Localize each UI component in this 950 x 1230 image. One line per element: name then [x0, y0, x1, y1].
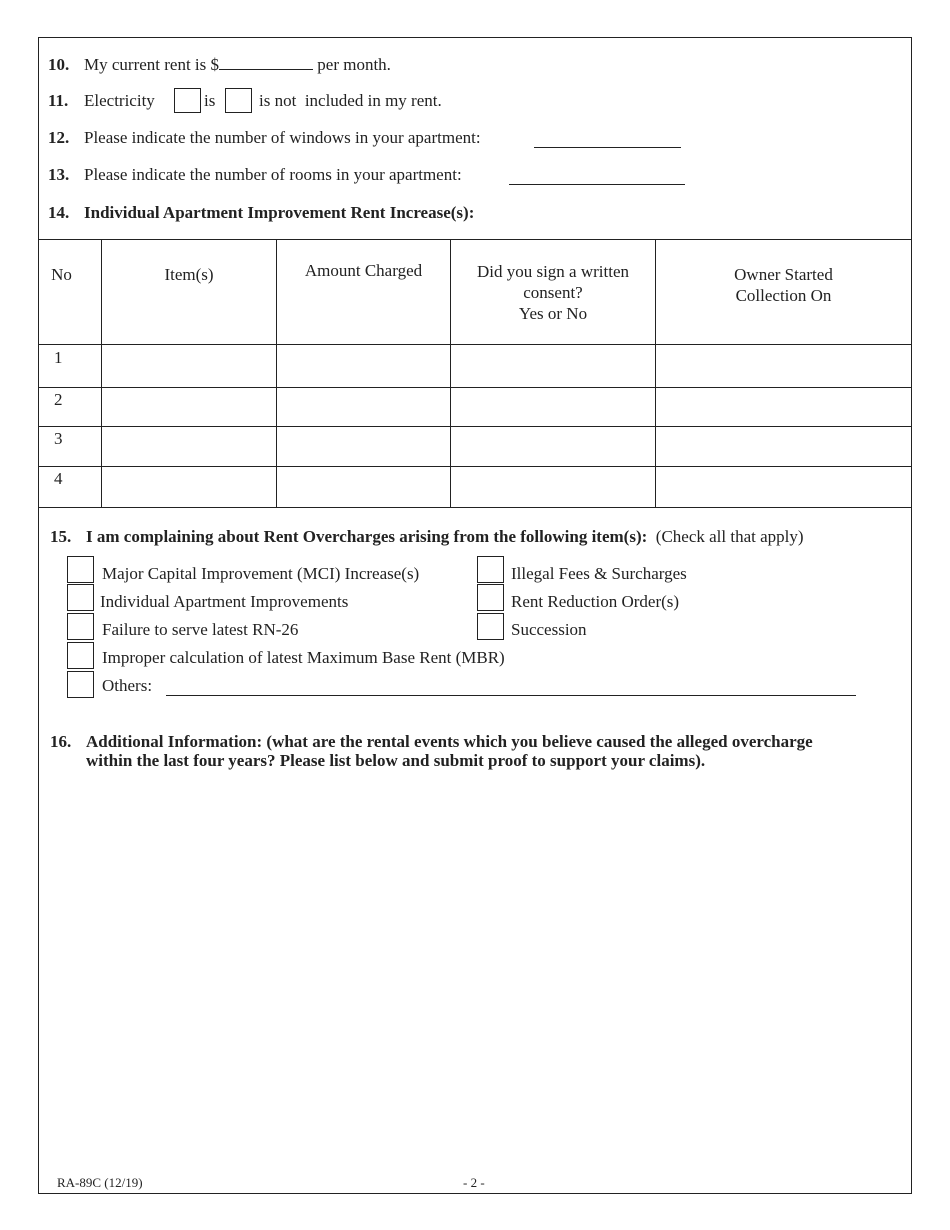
mbr-label: Improper calculation of latest Maximum Base Rent (MBR) — [102, 648, 505, 667]
question-11-tail — [259, 91, 442, 111]
iai-checkbox[interactable] — [67, 584, 94, 611]
fees-checkbox[interactable] — [477, 556, 504, 583]
header-collection-start: Owner Started Collection On — [734, 265, 833, 305]
rro-label: Rent Reduction Order(s) — [511, 592, 680, 611]
mci-checkbox[interactable] — [67, 556, 94, 583]
rooms-count-field[interactable] — [509, 169, 685, 185]
table-row-border — [39, 387, 911, 388]
electricity-is-not-label: is not — [259, 91, 297, 110]
question-12-number: 12. — [48, 128, 70, 147]
mci-label: Major Capital Improvement (MCI) Increase(s) — [102, 564, 420, 583]
question-11 — [48, 91, 155, 111]
header-written-consent: Did you sign a written consent? Yes or No — [476, 262, 630, 323]
question-13-text: Please indicate the number of rooms in your apartment: — [84, 165, 462, 184]
rro-checkbox[interactable] — [477, 584, 504, 611]
question-16-line-1: Additional Information: (what are the rental events which you believe caused the alleged overcharge — [86, 732, 813, 751]
question-16 — [50, 732, 813, 770]
header-items: Item(s) — [164, 265, 214, 284]
succession-checkbox[interactable] — [477, 613, 504, 640]
question-16-line-2: within the last four years? Please list below and submit proof to support your claims). — [86, 751, 706, 770]
question-10 — [48, 54, 391, 75]
others-label: Others: — [102, 676, 153, 695]
form-id: RA-89C (12/19) — [57, 1175, 143, 1190]
question-15 — [50, 527, 804, 547]
question-11-label: Electricity — [84, 91, 155, 110]
question-14-title: Individual Apartment Improvement Rent Increase(s): — [84, 203, 475, 222]
question-10-suffix: per month. — [317, 55, 391, 74]
header-no: No — [51, 265, 72, 284]
succession-label: Succession — [511, 620, 587, 639]
question-10-number: 10. — [48, 55, 70, 74]
question-13-number: 13. — [48, 165, 70, 184]
question-10-prefix: My current rent is $ — [84, 55, 220, 74]
rn26-checkbox[interactable] — [67, 613, 94, 640]
electricity-is-checkbox[interactable] — [174, 88, 201, 113]
question-13 — [48, 165, 462, 185]
iai-label: Individual Apartment Improvements — [100, 592, 349, 611]
question-11-number: 11. — [48, 91, 69, 110]
rn26-label: Failure to serve latest RN-26 — [102, 620, 299, 639]
additional-information-area[interactable] — [49, 778, 901, 1168]
question-14 — [48, 203, 474, 223]
fees-label: Illegal Fees & Surcharges — [511, 564, 687, 583]
others-checkbox[interactable] — [67, 671, 94, 698]
question-12 — [48, 128, 481, 148]
row-number-1: 1 — [54, 348, 63, 367]
row-number-4: 4 — [54, 469, 63, 488]
table-bottom-border — [39, 507, 911, 508]
question-11-suffix: included in my rent. — [304, 91, 442, 110]
question-15-note: (Check all that apply) — [655, 527, 804, 546]
table-row-border — [39, 426, 911, 427]
windows-count-field[interactable] — [534, 132, 681, 148]
table-top-border — [39, 239, 911, 240]
question-15-title: I am complaining about Rent Overcharges arising from the following item(s): — [86, 527, 648, 546]
question-12-text: Please indicate the number of windows in your apartment: — [84, 128, 481, 147]
question-15-number: 15. — [50, 527, 72, 546]
table-header-border — [39, 344, 911, 345]
form-frame — [38, 37, 912, 1194]
rent-amount-field[interactable] — [219, 54, 313, 70]
row-number-2: 2 — [54, 390, 63, 409]
page-number: - 2 - — [463, 1175, 485, 1190]
electricity-is-not-checkbox[interactable] — [225, 88, 252, 113]
header-amount-charged: Amount Charged — [304, 261, 423, 280]
row-number-3: 3 — [54, 429, 63, 448]
electricity-is-label: is — [204, 91, 216, 110]
others-field[interactable] — [166, 680, 856, 696]
mbr-checkbox[interactable] — [67, 642, 94, 669]
question-16-number: 16. — [50, 732, 72, 751]
table-row-border — [39, 466, 911, 467]
question-14-number: 14. — [48, 203, 70, 222]
